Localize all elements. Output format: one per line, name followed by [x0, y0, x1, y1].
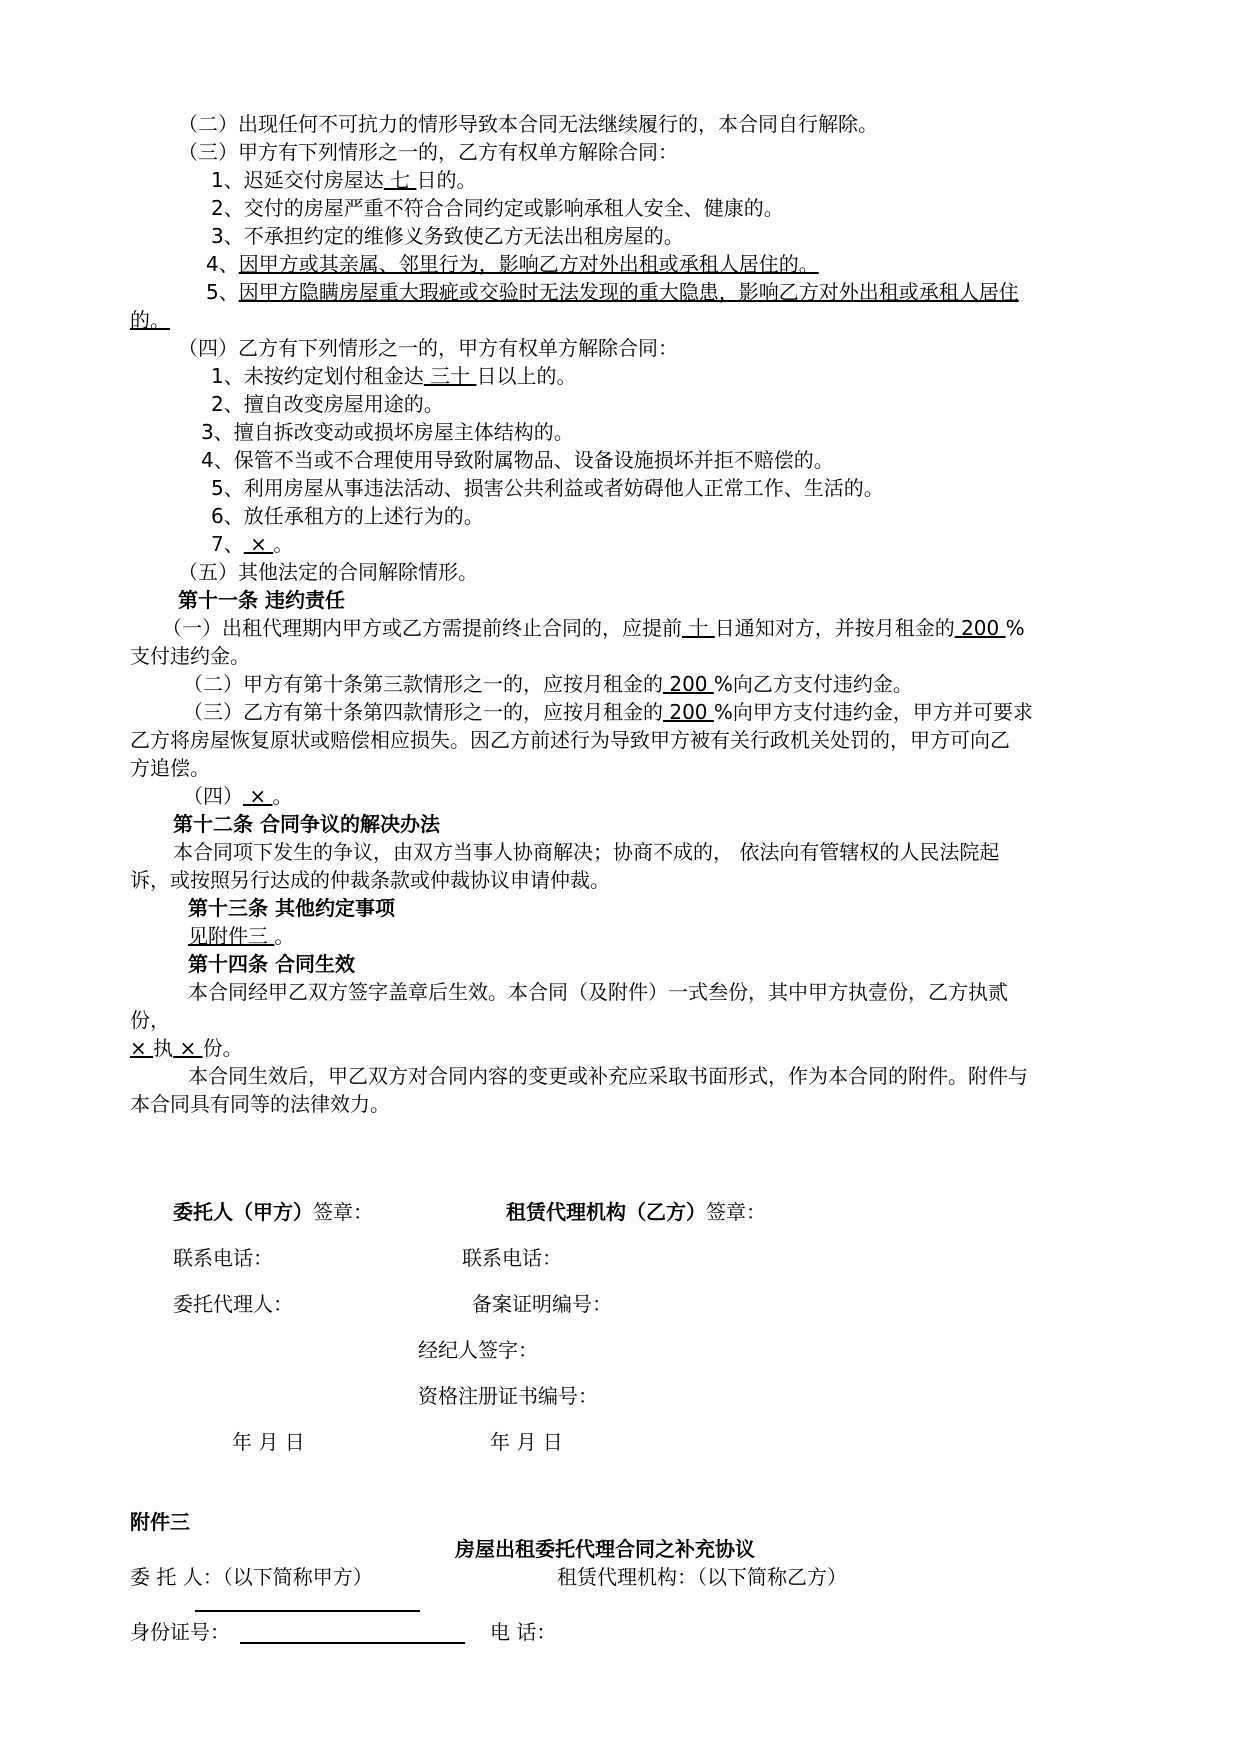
termination-item-3-5: [206, 278, 1019, 306]
article-12-para-2: 诉，或按照另行达成的仲裁条款或仲裁协议申请仲裁。: [130, 868, 610, 892]
appendix-label: 附件三: [130, 1510, 190, 1534]
article-13-title: 第十三条 其他约定事项: [188, 896, 395, 920]
termination-item-4-6: 6、放任承租方的上述行为的。: [211, 504, 484, 528]
penalty-percent-3: 200: [663, 700, 714, 724]
para-3-text: （三）乙方有第十条第四款情形之一的，应按月租金的: [183, 700, 663, 724]
termination-item-4-4: 4、保管不当或不合理使用导致附属物品、设备设施损坏并拒不赔偿的。: [201, 448, 834, 472]
item-4-7-value: ×: [243, 532, 274, 556]
appendix-title: 房屋出租委托代理合同之补充协议: [455, 1537, 755, 1561]
notice-days-value: 十: [682, 616, 715, 640]
article-11-para-4: [183, 782, 292, 810]
principal-seal-label: 签章：: [313, 1200, 373, 1224]
article-14-para-5: 本合同具有同等的法律效力。: [130, 1092, 390, 1116]
para-4-value: ×: [243, 784, 273, 808]
para-1-text: （一）出租代理期内甲方或乙方需提前终止合同的，应提前: [162, 616, 682, 640]
item-4-1-suffix: 日以上的。: [476, 364, 577, 388]
termination-item-4-2: 2、擅自改变房屋用途的。: [211, 392, 444, 416]
termination-item-5: （五）其他法定的合同解除情形。: [178, 560, 478, 584]
termination-item-3-4: [206, 250, 819, 278]
para-3-suffix: %向甲方支付违约金，甲方并可要求: [713, 700, 1033, 724]
article-11-para-1-continued: 支付违约金。: [130, 644, 250, 668]
termination-item-4-5: 5、利用房屋从事违法活动、损害公共利益或者妨碍他人正常工作、生活的。: [211, 476, 884, 500]
item-3-4-text: 因甲方或其亲属、邻里行为，影响乙方对外出租或承租人居住的。: [238, 252, 819, 276]
item-4-1-text: 1、未按约定划付租金达: [211, 364, 424, 388]
rent-overdue-days-value: 三十: [423, 364, 477, 388]
termination-item-2: （二）出现任何不可抗力的情形导致本合同无法继续履行的，本合同自行解除。: [178, 112, 878, 136]
appendix-phone-label: 电 话：: [490, 1620, 557, 1644]
agency-signature-label: [506, 1198, 766, 1226]
para-1-mid: 日通知对方，并按月租金的: [714, 616, 955, 640]
principal-agent-label: 委托代理人：: [173, 1292, 293, 1316]
article-14-para-4: 本合同生效后，甲乙双方对合同内容的变更或补充应采取书面形式，作为本合同的附件。附件与: [188, 1064, 1028, 1088]
appendix-id-label: 身份证号：: [130, 1620, 230, 1644]
article-13-value: 见附件三: [188, 924, 275, 948]
broker-signature-label: 经纪人签字：: [418, 1338, 538, 1362]
article-13-content: [188, 922, 294, 950]
appendix-agency-label: 租赁代理机构：（以下简称乙方）: [557, 1565, 847, 1589]
termination-item-3-3: 3、不承担约定的维修义务致使乙方无法出租房屋的。: [211, 224, 684, 248]
termination-item-4-title: （四）乙方有下列情形之一的，甲方有权单方解除合同：: [178, 336, 678, 360]
article-12-title: 第十二条 合同争议的解决办法: [173, 812, 440, 836]
delay-days-value: 七: [383, 168, 417, 192]
article-14-para-1: 本合同经甲乙双方签字盖章后生效。本合同（及附件）一式叁份，其中甲方执壹份，乙方执贰: [188, 980, 1008, 1004]
principal-phone-label: 联系电话：: [173, 1246, 273, 1270]
certificate-number-label: 资格注册证书编号：: [418, 1384, 598, 1408]
penalty-percent-1: 200: [954, 616, 1006, 640]
item-4-7-suffix: 。: [273, 532, 294, 556]
copies-count-value: ×: [173, 1036, 203, 1060]
item-3-5-text: 因甲方隐瞒房屋重大瑕疵或交验时无法发现的重大隐患，影响乙方对外出租或承租人居住: [238, 280, 1019, 304]
termination-item-3-5-continued: 的。: [130, 308, 170, 332]
para-2-text: （二）甲方有第十条第三款情形之一的，应按月租金的: [183, 672, 663, 696]
termination-item-4-7: [211, 530, 293, 558]
para-2-suffix: %向乙方支付违约金。: [713, 672, 913, 696]
penalty-percent-2: 200: [663, 672, 714, 696]
principal-date: 年 月 日: [232, 1430, 305, 1454]
para-4-text: （四）: [183, 784, 243, 808]
id-number-blank-line: [240, 1642, 465, 1644]
principal-signature-label: [173, 1198, 373, 1226]
termination-item-3-title: （三）甲方有下列情形之一的，乙方有权单方解除合同：: [178, 140, 678, 164]
appendix-principal-label: 委 托 人：（以下简称甲方）: [130, 1565, 373, 1589]
record-number-label: 备案证明编号：: [472, 1292, 612, 1316]
termination-item-4-3: 3、擅自拆改变动或损坏房屋主体结构的。: [201, 420, 574, 444]
article-14-title: 第十四条 合同生效: [188, 952, 355, 976]
article-13-suffix: 。: [274, 924, 295, 948]
agency-date: 年 月 日: [490, 1430, 563, 1454]
termination-item-3-2: 2、交付的房屋严重不符合合同约定或影响承租人安全、健康的。: [211, 196, 784, 220]
article-12-para-1: 本合同项下发生的争议，由双方当事人协商解决；协商不成的， 依法向有管辖权的人民法院起: [173, 840, 1000, 864]
item-4-7-number: 7、: [211, 532, 244, 556]
article-14-para-2: 份，: [130, 1008, 170, 1032]
principal-title: 委托人（甲方）: [173, 1200, 313, 1224]
copies-holder-value: ×: [130, 1036, 154, 1060]
principal-name-blank-line: [195, 1610, 420, 1612]
item-3-1-text: 1、迟延交付房屋达: [211, 168, 384, 192]
para-4-suffix: 。: [272, 784, 293, 808]
article-11-para-3-continued-1: 乙方将房屋恢复原状或赔偿相应损失。因乙方前述行为导致甲方被有关行政机关处罚的，甲方可向乙: [130, 728, 1010, 752]
item-3-4-number: 4、: [206, 252, 239, 276]
article-14-para-3: [130, 1034, 243, 1062]
item-3-5-number: 5、: [206, 280, 239, 304]
item-3-1-suffix: 日的。: [416, 168, 477, 192]
article-11-para-2: [183, 670, 913, 698]
termination-item-4-1: [211, 362, 576, 390]
article-11-para-3: [183, 698, 1033, 726]
agency-phone-label: 联系电话：: [462, 1246, 562, 1270]
article-11-title: 第十一条 违约责任: [178, 588, 345, 612]
article-11-para-1: [162, 614, 1025, 642]
percent-sign: %: [1005, 616, 1025, 640]
agency-seal-label: 签章：: [706, 1200, 766, 1224]
agency-title: 租赁代理机构（乙方）: [506, 1200, 706, 1224]
termination-item-3-1: [211, 166, 476, 194]
article-11-para-3-continued-2: 方追偿。: [130, 756, 210, 780]
copies-suffix: 份。: [202, 1036, 243, 1060]
copies-mid: 执: [153, 1036, 174, 1060]
